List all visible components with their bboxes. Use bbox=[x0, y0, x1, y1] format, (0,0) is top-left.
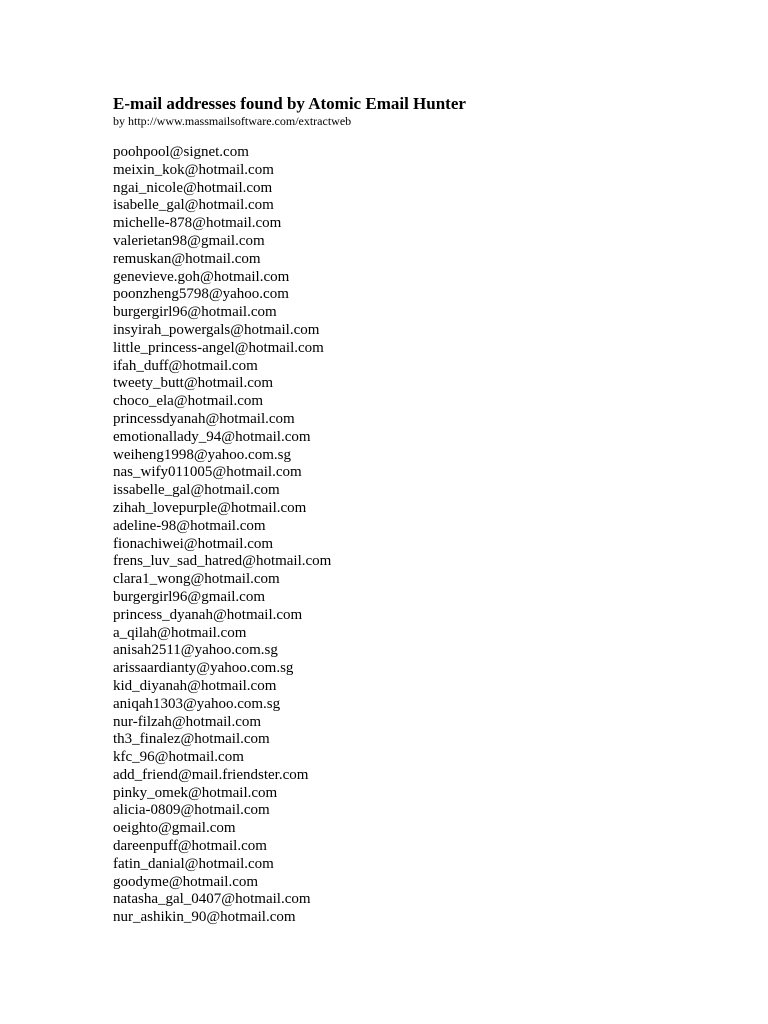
email-address: weiheng1998@yahoo.com.sg bbox=[113, 446, 291, 463]
email-address: alicia-0809@hotmail.com bbox=[113, 802, 270, 819]
email-address: arissaardianty@yahoo.com.sg bbox=[113, 660, 294, 677]
email-address: issabelle_gal@hotmail.com bbox=[113, 482, 280, 499]
email-address: insyirah_powergals@hotmail.com bbox=[113, 321, 320, 338]
email-address: dareenpuff@hotmail.com bbox=[113, 838, 267, 855]
email-address: adeline-98@hotmail.com bbox=[113, 517, 266, 534]
email-address: remuskan@hotmail.com bbox=[113, 250, 261, 267]
email-address: princessdyanah@hotmail.com bbox=[113, 410, 295, 427]
email-address: ifah_duff@hotmail.com bbox=[113, 357, 258, 374]
document-subtitle: by http://www.massmailsoftware.com/extractweb bbox=[113, 114, 352, 128]
email-address: michelle-878@hotmail.com bbox=[113, 215, 282, 232]
email-address: poonzheng5798@yahoo.com bbox=[113, 286, 289, 303]
email-address: nas_wify011005@hotmail.com bbox=[113, 464, 302, 481]
email-address: poohpool@signet.com bbox=[113, 144, 249, 160]
email-address: anisah2511@yahoo.com.sg bbox=[113, 642, 278, 659]
email-address: tweety_butt@hotmail.com bbox=[113, 375, 274, 392]
document-title: E-mail addresses found by Atomic Email Hunter bbox=[113, 94, 466, 113]
document-page bbox=[113, 94, 713, 926]
email-address: little_princess-angel@hotmail.com bbox=[113, 339, 324, 356]
email-address: princess_dyanah@hotmail.com bbox=[113, 606, 303, 623]
email-address: nur_ashikin_90@hotmail.com bbox=[113, 909, 296, 926]
email-address: natasha_gal_0407@hotmail.com bbox=[113, 891, 311, 908]
email-address: a_qilah@hotmail.com bbox=[113, 624, 247, 641]
email-address: th3_finalez@hotmail.com bbox=[113, 731, 270, 748]
email-address: oeighto@gmail.com bbox=[113, 820, 236, 837]
email-address: add_friend@mail.friendster.com bbox=[113, 766, 309, 783]
email-address: nur-filzah@hotmail.com bbox=[113, 713, 262, 730]
email-address: frens_luv_sad_hatred@hotmail.com bbox=[113, 553, 332, 570]
email-address: choco_ela@hotmail.com bbox=[113, 393, 264, 410]
email-address: genevieve.goh@hotmail.com bbox=[113, 268, 290, 285]
email-address: clara1_wong@hotmail.com bbox=[113, 571, 280, 588]
email-address: kid_diyanah@hotmail.com bbox=[113, 677, 277, 694]
email-address: goodyme@hotmail.com bbox=[113, 873, 259, 890]
email-address: isabelle_gal@hotmail.com bbox=[113, 197, 274, 214]
email-address: fionachiwei@hotmail.com bbox=[113, 535, 274, 552]
email-address: aniqah1303@yahoo.com.sg bbox=[113, 695, 281, 712]
email-address: emotionallady_94@hotmail.com bbox=[113, 428, 311, 445]
email-address: ngai_nicole@hotmail.com bbox=[113, 179, 273, 196]
email-address: zihah_lovepurple@hotmail.com bbox=[113, 499, 307, 516]
email-list bbox=[113, 144, 331, 927]
email-address: valerietan98@gmail.com bbox=[113, 232, 265, 249]
email-address: pinky_omek@hotmail.com bbox=[113, 784, 278, 801]
email-address: burgergirl96@hotmail.com bbox=[113, 304, 277, 321]
email-address: burgergirl96@gmail.com bbox=[113, 588, 265, 605]
email-address: fatin_danial@hotmail.com bbox=[113, 855, 274, 872]
email-address: kfc_96@hotmail.com bbox=[113, 749, 244, 766]
email-address: meixin_kok@hotmail.com bbox=[113, 161, 274, 178]
